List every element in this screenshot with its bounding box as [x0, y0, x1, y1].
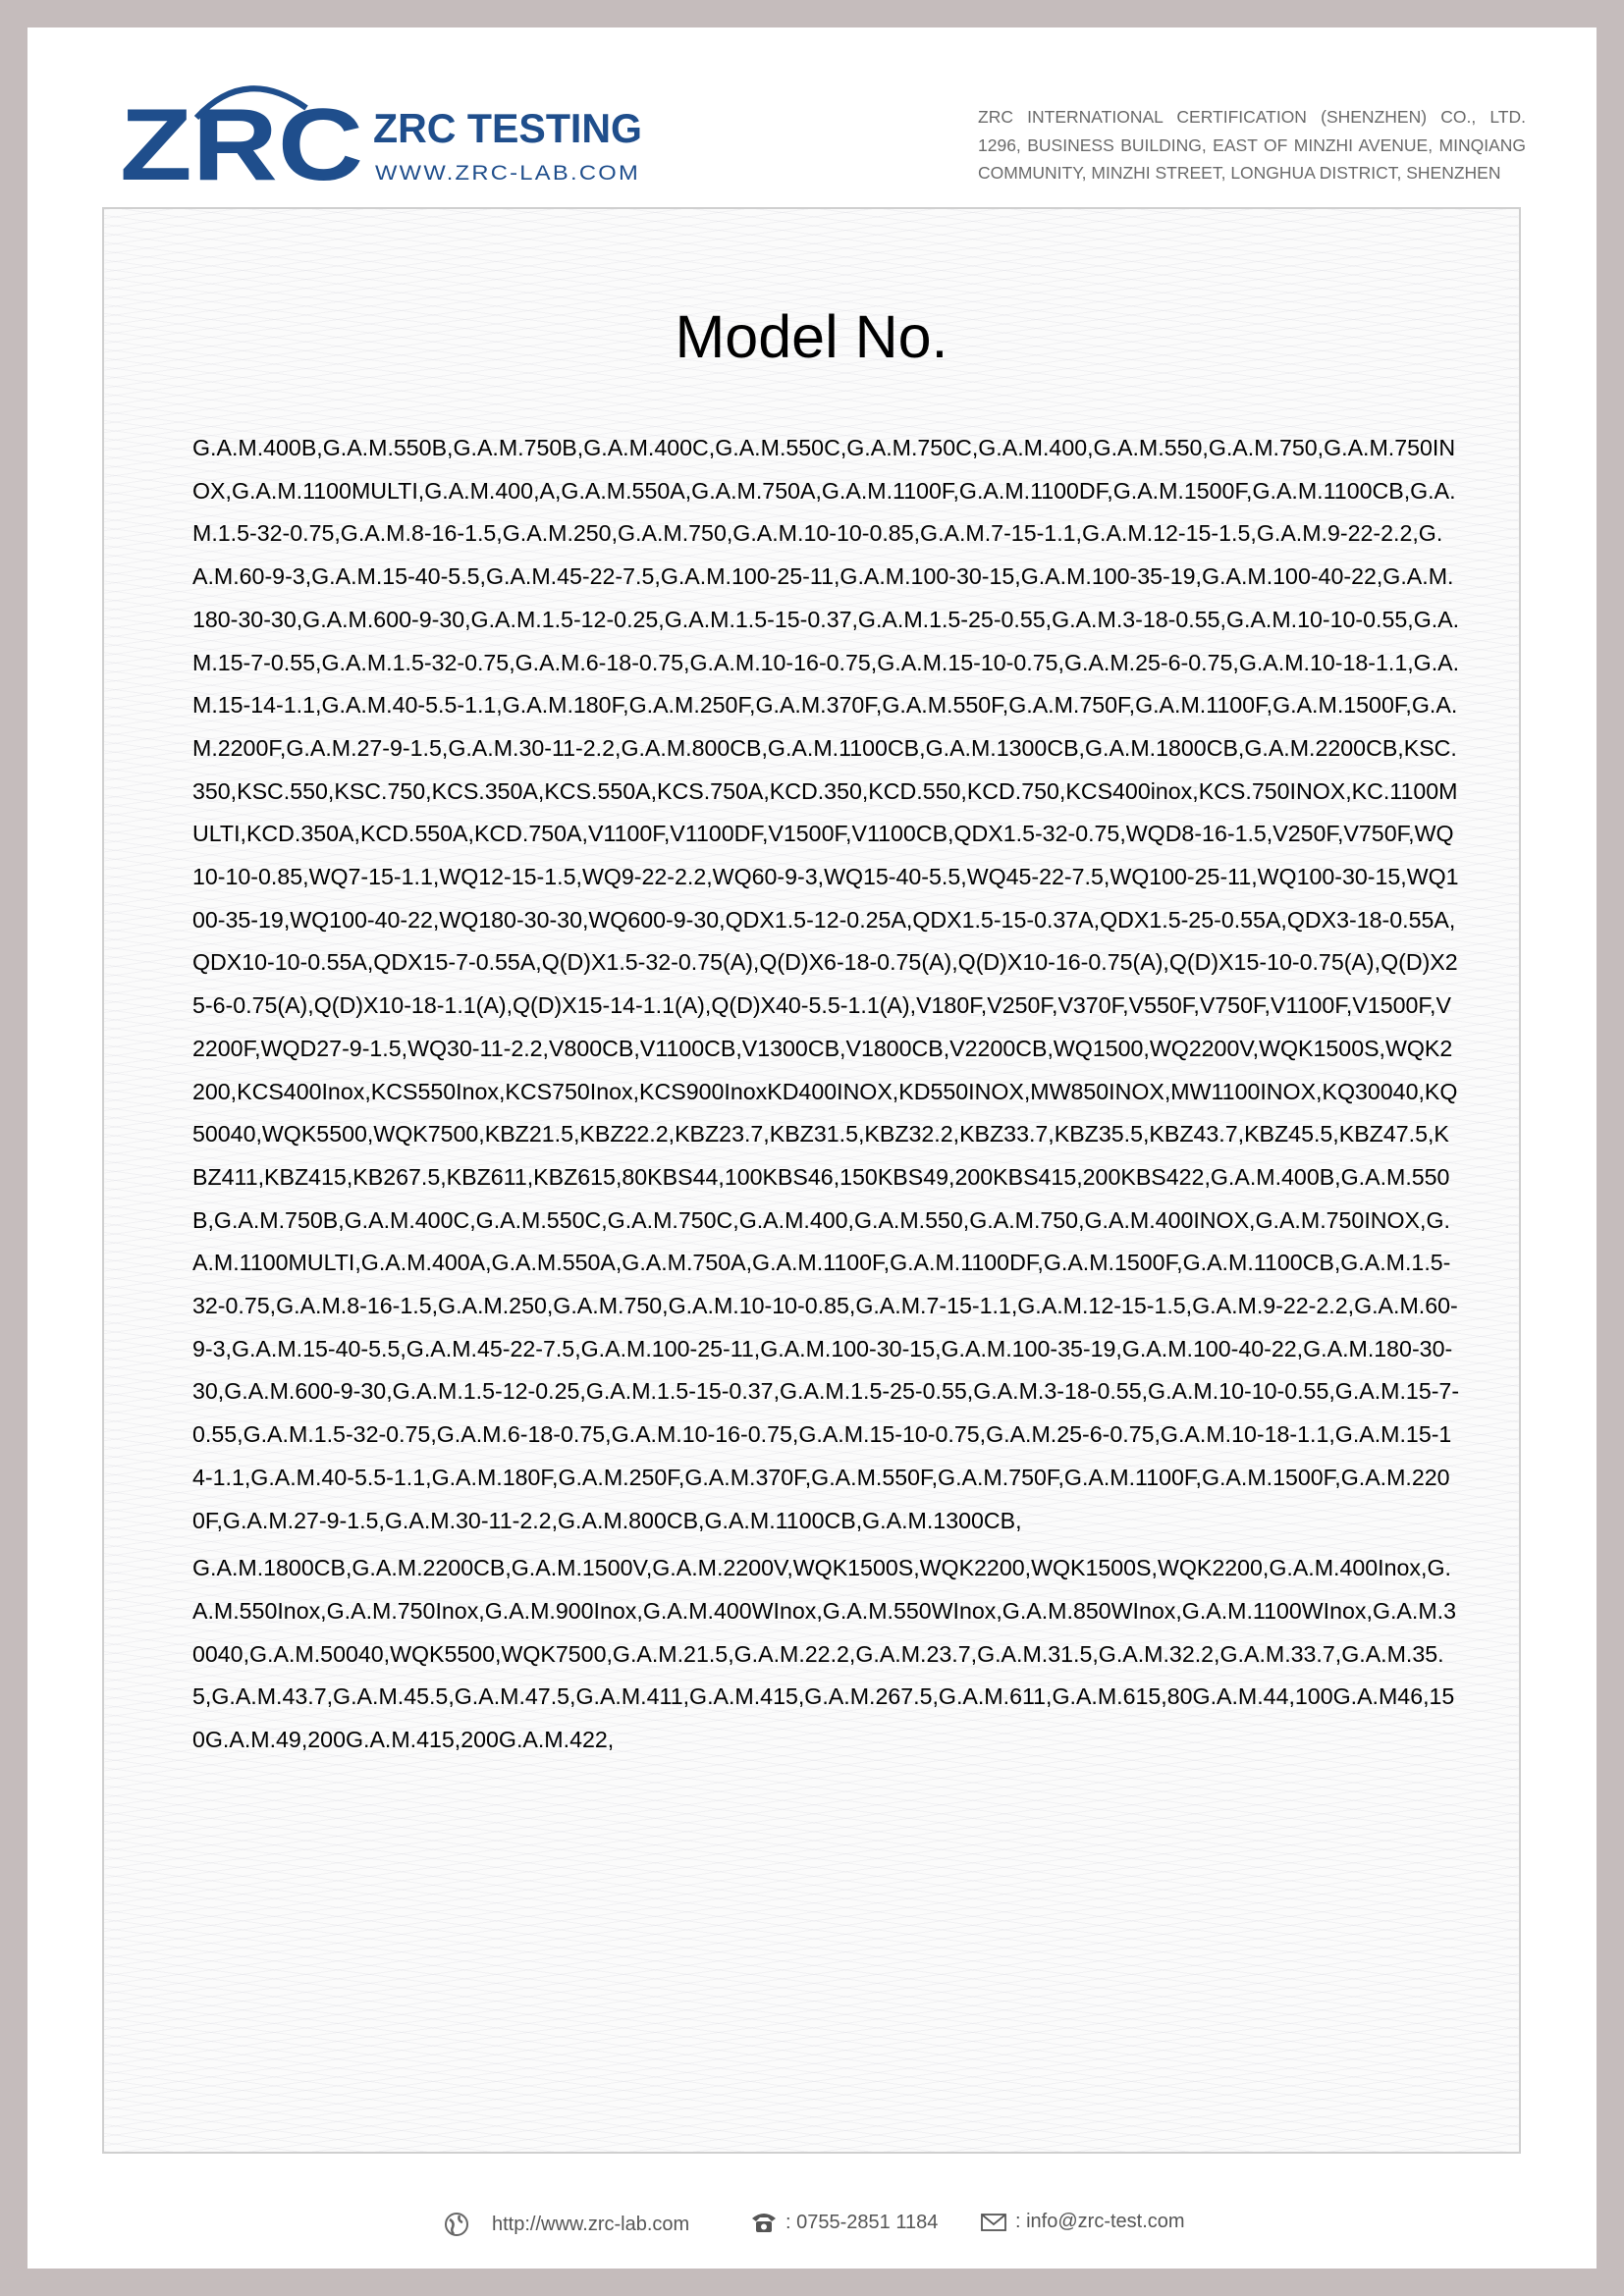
content-frame [102, 207, 1521, 2154]
model-list [192, 427, 1461, 1762]
document-sheet [27, 27, 1597, 2269]
model-paragraph: G.A.M.1800CB,G.A.M.2200CB,G.A.M.1500V,G.A.M.2200V,WQK1500S,WQK2200,WQK1500S,WQK2200,G.A.M.400Inox,G.A.M.550Inox,G.A.M.750Inox,G.A.M.900Inox,G.A.M.400WInox,G.A.M.550WInox,G.A.M.850WInox,G.A.M.1100WInox,G.A.M.30040,G.A.M.50040,WQK5500,WQK7500,G.A.M.21.5,G.A.M.22.2,G.A.M.23.7,G.A.M.31.5,G.A.M.32.2,G.A.M.33.7,G.A.M.35.5,G.A.M.43.7,G.A.M.45.5,G.A.M.47.5,G.A.M.411,G.A.M.415,G.A.M.267.5,G.A.M.611,G.A.M.615,80G.A.M.44,100G.A.M46,150G.A.M.49,200G.A.M.415,200G.A.M.422, [192, 1555, 1456, 1753]
model-paragraph: G.A.M.400B,G.A.M.550B,G.A.M.750B,G.A.M.400C,G.A.M.550C,G.A.M.750C,G.A.M.400,G.A.M.550,G.A.M.750,G.A.M.750INOX,G.A.M.1100MULTI,G.A.M.400,A,G.A.M.550A,G.A.M.750A,G.A.M.1100F,G.A.M.1100DF,G.A.M.1500F,G.A.M.1100CB,G.A.M.1.5-32-0.75,G.A.M.8-16-1.5,G.A.M.250,G.A.M.750,G.A.M.10-10-0.85,G.A.M.7-15-1.1,G.A.M.12-15-1.5,G.A.M.9-22-2.2,G.A.M.60-9-3,G.A.M.15-40-5.5,G.A.M.45-22-7.5,G.A.M.100-25-11,G.A.M.100-30-15,G.A.M.100-35-19,G.A.M.100-40-22,G.A.M.180-30-30,G.A.M.600-9-30,G.A.M.1.5-12-0.25,G.A.M.1.5-15-0.37,G.A.M.1.5-25-0.55,G.A.M.3-18-0.55,G.A.M.10-10-0.55,G.A.M.15-7-0.55,G.A.M.1.5-32-0.75,G.A.M.6-18-0.75,G.A.M.10-16-0.75,G.A.M.15-10-0.75,G.A.M.25-6-0.75,G.A.M.10-18-1.1,G.A.M.15-14-1.1,G.A.M.40-5.5-1.1,G.A.M.180F,G.A.M.250F,G.A.M.370F,G.A.M.550F,G.A.M.750F,G.A.M.1100F,G.A.M.1500F,G.A.M.2200F,G.A.M.27-9-1.5,G.A.M.30-11-2.2,G.A.M.800CB,G.A.M.1100CB,G.A.M.1300CB,G.A.M.1800CB,G.A.M.2200CB,KSC.350,KSC.550,KSC.750,KCS.350A,KCS.550A,KCS.750A,KCD.350,KCD.550,KCD.750,KCS400inox,KCS.750INOX,KC.1100MULTI,KCD.350A,KCD.550A,KCD.750A,V1100F,V1100DF,V1500F,V1100CB,QDX1.5-32-0.75,WQD8-16-1.5,V250F,V750F,WQ10-10-0.85,WQ7-15-1.1,WQ12-15-1.5,WQ9-22-2.2,WQ60-9-3,WQ15-40-5.5,WQ45-22-7.5,WQ100-25-11,WQ100-30-15,WQ100-35-19,WQ100-40-22,WQ180-30-30,WQ600-9-30,QDX1.5-12-0.25A,QDX1.5-15-0.37A,QDX1.5-25-0.55A,QDX3-18-0.55A,QDX10-10-0.55A,QDX15-7-0.55A,Q(D)X1.5-32-0.75(A),Q(D)X6-18-0.75(A),Q(D)X10-16-0.75(A),Q(D)X15-10-0.75(A),Q(D)X25-6-0.75(A),Q(D)X10-18-1.1(A),Q(D)X15-14-1.1(A),Q(D)X40-5.5-1.1(A),V180F,V250F,V370F,V550F,V750F,V1100F,V1500F,V2200F,WQD27-9-1.5,WQ30-11-2.2,V800CB,V1100CB,V1300CB,V1800CB,V2200CB,WQ1500,WQ2200V,WQK1500S,WQK2200,KCS400Inox,KCS550Inox,KCS750Inox,KCS900InoxKD400INOX,KD550INOX,MW850INOX,MW1100INOX,KQ30040,KQ50040,WQK5500,WQK7500,KBZ21.5,KBZ22.2,KBZ23.7,KBZ31.5,KBZ32.2,KBZ33.7,KBZ35.5,KBZ43.7,KBZ45.5,KBZ47.5,KBZ411,KBZ415,KB267.5,KBZ611,KBZ615,80KBS44,100KBS46,150KBS49,200KBS415,200KBS422,G.A.M.400B,G.A.M.550B,G.A.M.750B,G.A.M.400C,G.A.M.550C,G.A.M.750C,G.A.M.400,G.A.M.550,G.A.M.750,G.A.M.400INOX,G.A.M.750INOX,G.A.M.1100MULTI,G.A.M.400A,G.A.M.550A,G.A.M.750A,G.A.M.1100F,G.A.M.1100DF,G.A.M.1500F,G.A.M.1100CB,G.A.M.1.5-32-0.75,G.A.M.8-16-1.5,G.A.M.250,G.A.M.750,G.A.M.10-10-0.85,G.A.M.7-15-1.1,G.A.M.12-15-1.5,G.A.M.9-22-2.2,G.A.M.60-9-3,G.A.M.15-40-5.5,G.A.M.45-22-7.5,G.A.M.100-25-11,G.A.M.100-30-15,G.A.M.100-35-19,G.A.M.100-40-22,G.A.M.180-30-30,G.A.M.600-9-30,G.A.M.1.5-12-0.25,G.A.M.1.5-15-0.37,G.A.M.1.5-25-0.55,G.A.M.3-18-0.55,G.A.M.10-10-0.55,G.A.M.15-7-0.55,G.A.M.1.5-32-0.75,G.A.M.6-18-0.75,G.A.M.10-16-0.75,G.A.M.15-10-0.75,G.A.M.25-6-0.75,G.A.M.10-18-1.1,G.A.M.15-14-1.1,G.A.M.40-5.5-1.1,G.A.M.180F,G.A.M.250F,G.A.M.370F,G.A.M.550F,G.A.M.750F,G.A.M.1100F,G.A.M.1500F,G.A.M.2200F,G.A.M.27-9-1.5,G.A.M.30-11-2.2,G.A.M.800CB,G.A.M.1100CB,G.A.M.1300CB, [192, 435, 1460, 1533]
phone-icon [750, 2211, 778, 2234]
footer-email[interactable] [980, 2211, 1185, 2233]
page-title: Model No. [675, 303, 948, 370]
logo-name: ZRC TESTING [373, 105, 642, 151]
footer-website-text: http://www.zrc-lab.com [492, 2213, 690, 2235]
footer-phone-text: : 0755-2851 1184 [785, 2211, 939, 2233]
footer-phone [750, 2211, 938, 2234]
logo-brand: ZRC [120, 88, 363, 202]
footer-email-text: : info@zrc-test.com [1015, 2211, 1185, 2232]
company-address: ZRC INTERNATIONAL CERTIFICATION (SHENZHEN) CO., LTD. 1296, BUSINESS BUILDING, EAST OF MINZHI AVENUE, MINQIANG COMMUNITY, MINZHI STREET, LONGHUA DISTRICT, SHENZHEN [978, 107, 1526, 183]
envelope-icon [980, 2213, 1007, 2232]
footer-website[interactable] [443, 2211, 689, 2238]
footer [27, 2205, 1597, 2244]
logo-site: WWW.ZRC-LAB.COM [375, 162, 640, 185]
globe-icon [443, 2211, 470, 2238]
zrc-logo [120, 79, 670, 206]
